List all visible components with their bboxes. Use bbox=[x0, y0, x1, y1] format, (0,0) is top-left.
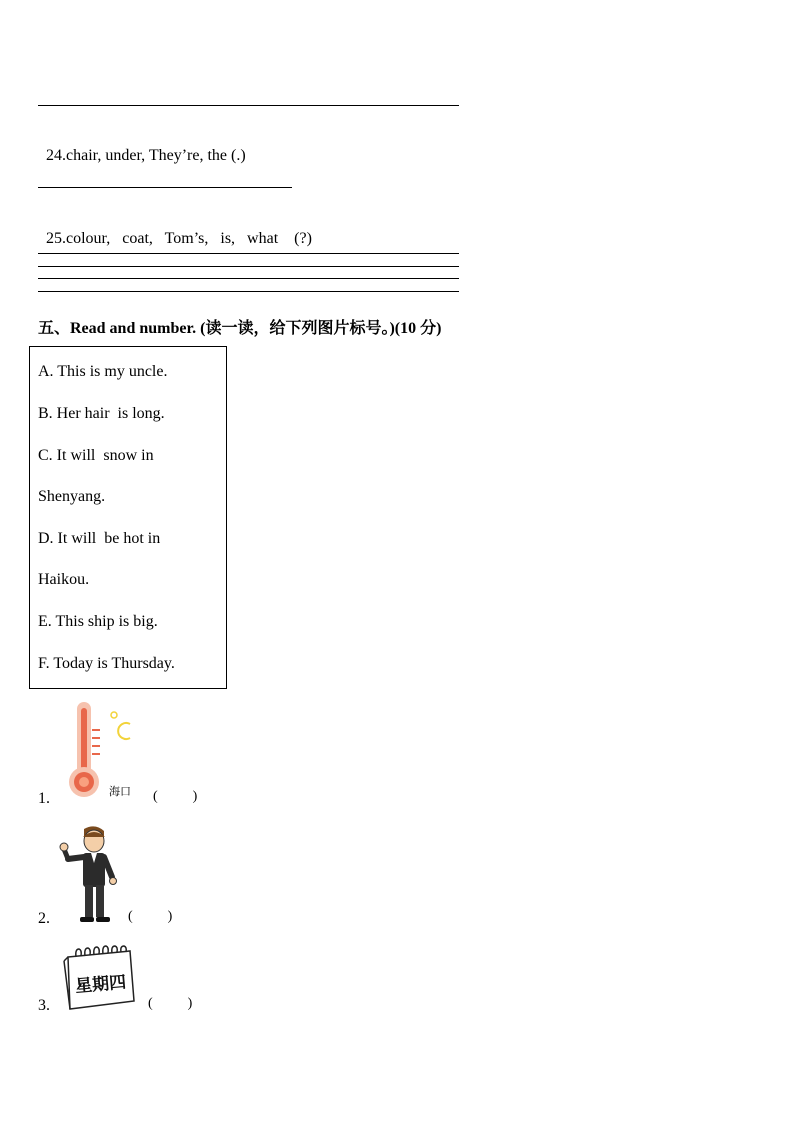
answer-line-24 bbox=[38, 187, 292, 188]
man-waving-icon bbox=[58, 825, 122, 925]
section-five-title: 五、Read and number. (读一读，给下列图片标号。)(10 分) bbox=[38, 320, 442, 337]
answer-line-25b bbox=[38, 266, 459, 267]
item-3-number: 3. bbox=[38, 997, 50, 1014]
item-1-answer-blank[interactable]: ( ) bbox=[153, 789, 198, 804]
calendar-weekday-label: 星期四 bbox=[74, 972, 127, 997]
option-c: C. It will snow in bbox=[38, 447, 154, 464]
answer-line-25c bbox=[38, 278, 459, 279]
thermometer-city-label: 海口 bbox=[109, 785, 131, 798]
option-d-continued: Haikou. bbox=[38, 571, 90, 588]
item-3-answer-blank[interactable]: ( ) bbox=[148, 996, 193, 1011]
question-text: chair, under, They’re, the (.) bbox=[66, 147, 246, 164]
answer-line-23 bbox=[38, 105, 459, 106]
option-f: F. Today is Thursday. bbox=[38, 655, 175, 672]
option-a: A. This is my uncle. bbox=[38, 363, 168, 380]
item-1-number: 1. bbox=[38, 790, 50, 807]
option-e: E. This ship is big. bbox=[38, 613, 158, 630]
item-2-number: 2. bbox=[38, 910, 50, 927]
option-d: D. It will be hot in bbox=[38, 530, 161, 547]
option-b: B. Her hair is long. bbox=[38, 405, 165, 422]
question-text: colour, coat, Tom’s, is, what (?) bbox=[66, 230, 312, 247]
question-number: 25. bbox=[46, 230, 66, 247]
answer-line-25a bbox=[38, 253, 459, 254]
question-25 bbox=[38, 212, 312, 248]
question-number: 24. bbox=[46, 147, 66, 164]
question-24 bbox=[38, 129, 246, 165]
option-c-continued: Shenyang. bbox=[38, 488, 106, 505]
options-box bbox=[29, 346, 227, 689]
item-2-answer-blank[interactable]: ( ) bbox=[128, 909, 173, 924]
answer-line-25d bbox=[38, 291, 459, 292]
